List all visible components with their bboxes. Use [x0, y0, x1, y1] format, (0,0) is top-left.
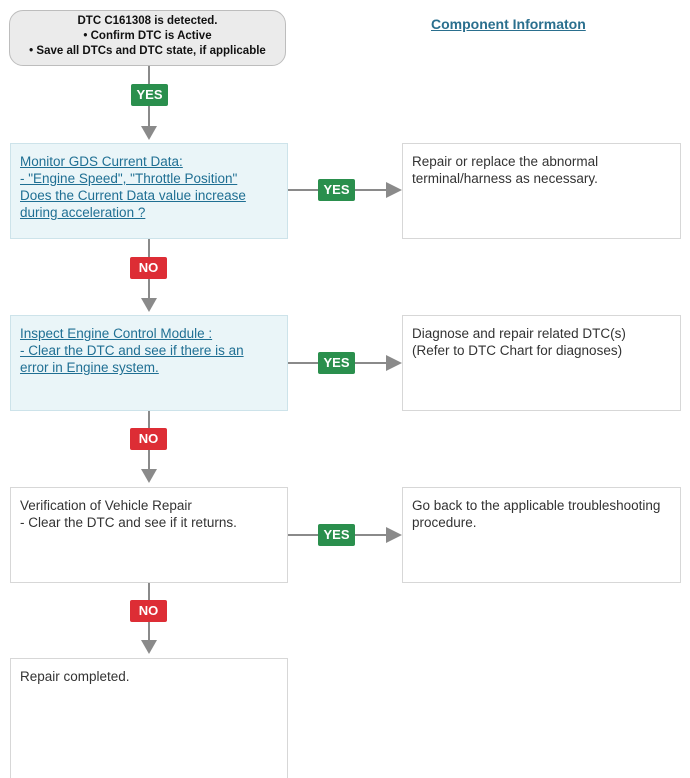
- start-bullet-confirm: • Confirm DTC is Active: [83, 30, 212, 42]
- start-bullet-save: • Save all DTCs and DTC state, if applicable: [29, 45, 266, 57]
- connector-line: [148, 279, 150, 299]
- connector-line: [148, 583, 150, 600]
- step-line: - Clear the DTC and see if it returns.: [20, 515, 237, 530]
- result-line: procedure.: [412, 515, 477, 530]
- connector-line: [288, 362, 318, 364]
- connector-line: [355, 362, 387, 364]
- yes-badge-step2: YES: [318, 352, 355, 374]
- step-verification-box: [10, 487, 288, 583]
- result-diagnose-dtc-box: [402, 315, 681, 411]
- connector-line: [148, 622, 150, 641]
- result-line: Repair or replace the abnormal: [412, 154, 599, 169]
- component-information-link[interactable]: Component Informaton: [431, 16, 586, 32]
- final-repair-completed-box: [10, 658, 288, 778]
- result-go-back-box: [402, 487, 681, 583]
- result-line: Diagnose and repair related DTC(s): [412, 326, 626, 341]
- yes-badge-step3: YES: [318, 524, 355, 546]
- step-line: Verification of Vehicle Repair: [20, 498, 192, 513]
- step-monitor-gds-box[interactable]: [10, 143, 288, 239]
- connector-line: [355, 534, 387, 536]
- start-title: DTC C161308 is detected.: [77, 15, 218, 27]
- no-badge-step1: NO: [130, 257, 167, 279]
- connector-line: [355, 189, 387, 191]
- result-line: Go back to the applicable troubleshooting: [412, 498, 661, 513]
- connector-line: [148, 106, 150, 127]
- step-line: Inspect Engine Control Module :: [20, 326, 213, 341]
- step-line: Monitor GDS Current Data:: [20, 154, 183, 169]
- final-text: Repair completed.: [20, 669, 130, 684]
- arrow-right: [386, 355, 402, 371]
- result-line: (Refer to DTC Chart for diagnoses): [412, 343, 623, 358]
- arrow-down: [141, 469, 157, 483]
- arrow-down: [141, 298, 157, 312]
- step-line: during acceleration ?: [20, 205, 146, 220]
- connector-line: [148, 239, 150, 257]
- no-badge-step3: NO: [130, 600, 167, 622]
- arrow-down: [141, 640, 157, 654]
- step-line: error in Engine system.: [20, 360, 159, 375]
- no-badge-step2: NO: [130, 428, 167, 450]
- connector-line: [148, 411, 150, 428]
- step-line: - "Engine Speed", "Throttle Position": [20, 171, 238, 186]
- yes-badge-step1: YES: [318, 179, 355, 201]
- connector-line: [288, 534, 318, 536]
- result-line: terminal/harness as necessary.: [412, 171, 598, 186]
- connector-line: [148, 66, 150, 84]
- step-inspect-ecm-box[interactable]: [10, 315, 288, 411]
- arrow-right: [386, 182, 402, 198]
- arrow-right: [386, 527, 402, 543]
- step-line: - Clear the DTC and see if there is an: [20, 343, 244, 358]
- arrow-down: [141, 126, 157, 140]
- start-node: [9, 10, 286, 66]
- yes-badge-start: YES: [131, 84, 168, 106]
- connector-line: [288, 189, 318, 191]
- step-line: Does the Current Data value increase: [20, 188, 246, 203]
- result-repair-harness-box: [402, 143, 681, 239]
- connector-line: [148, 450, 150, 470]
